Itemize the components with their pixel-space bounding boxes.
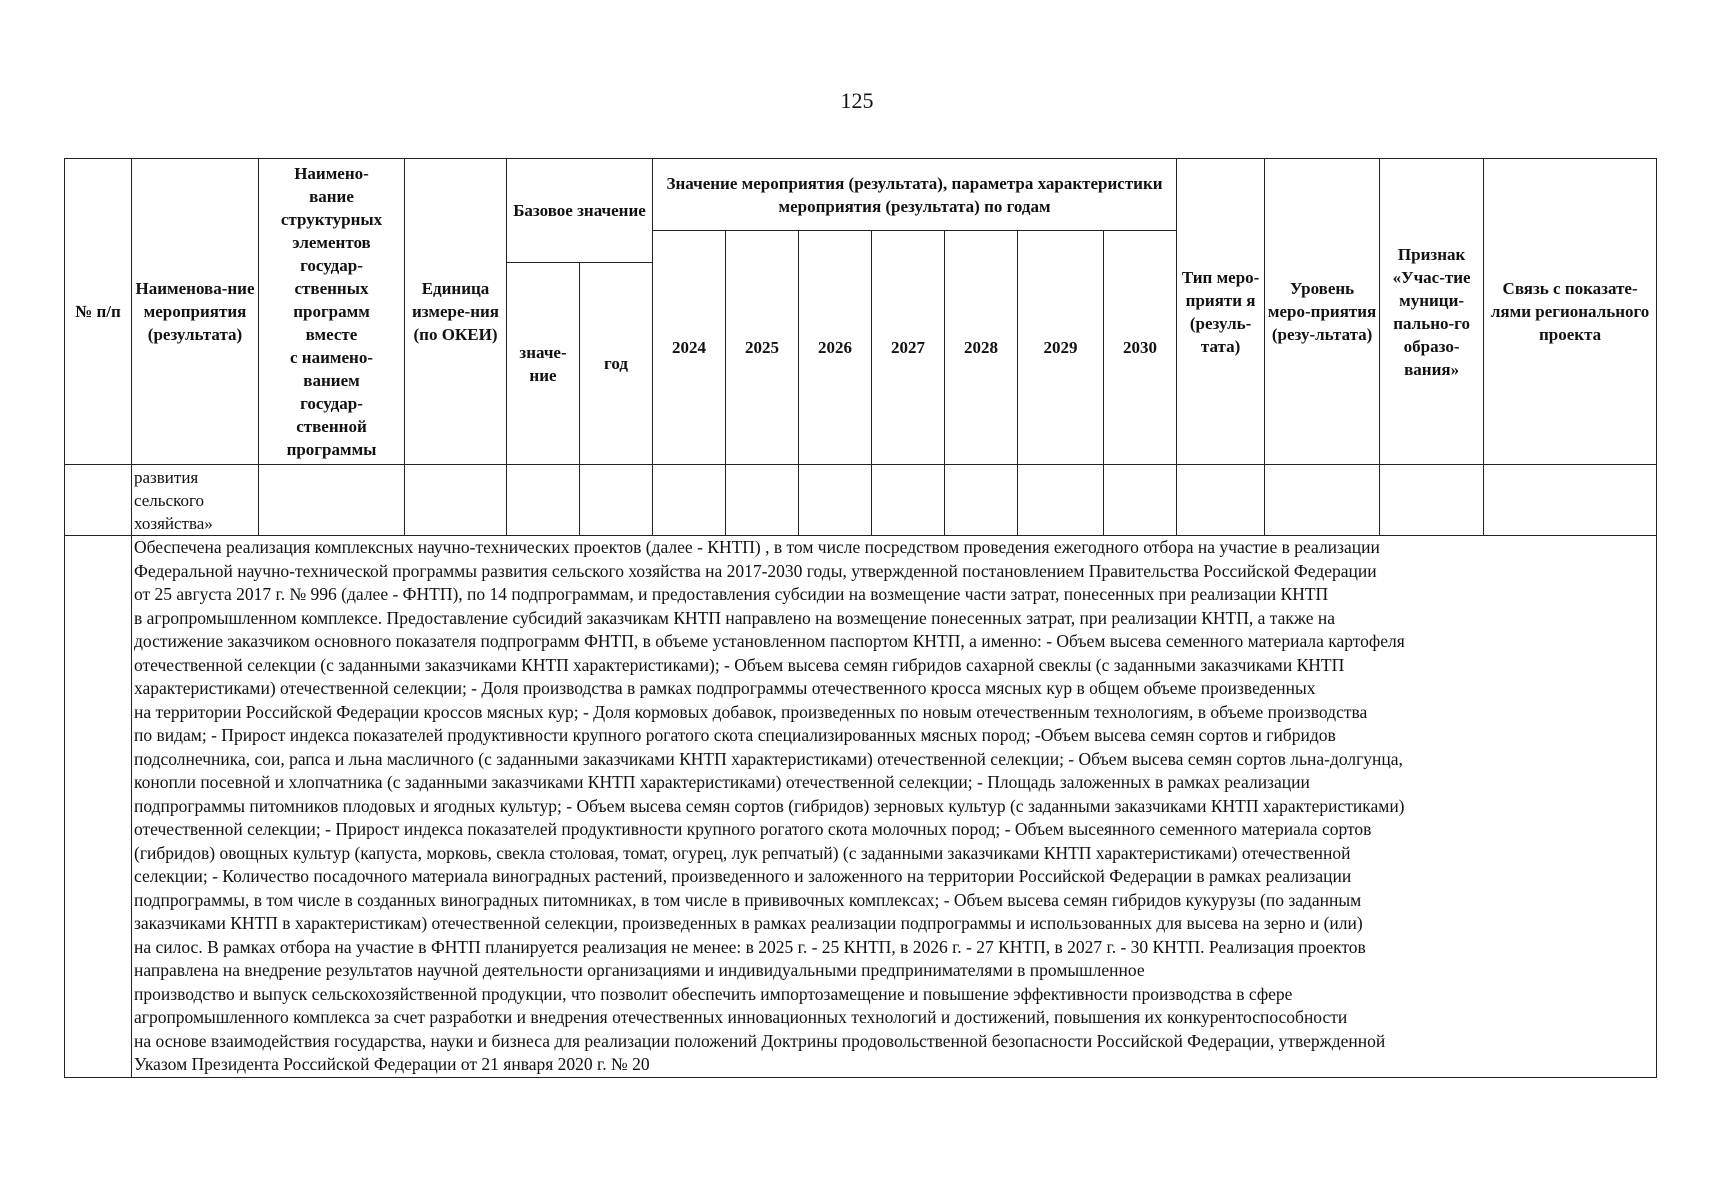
description-line: на территории Российской Федерации кроссов мясных кур; - Доля кормовых добавок, произведенных по новым отечественным технологиям, в объеме производства [134, 701, 1368, 722]
description-line: селекции; - Количество посадочного материала виноградных растений, произведенного и заложенного на территории Российской Федерации в рамках реализации [134, 866, 1352, 886]
header-structural-elements [259, 159, 405, 465]
description-line: от 25 августа 2017 г. № 996 (далее - ФНТП), по 14 подпрограммам, и предоставления субсидии на возмещение части затрат, понесенных при реализации КНТП [134, 584, 1329, 604]
header-year: 2027 [872, 231, 945, 465]
header-structural-line: элементов [292, 233, 371, 252]
header-municipal-participation: Признак «Учас-тие муници-пально-го образо-вания» [1380, 159, 1484, 465]
header-base-value: Базовое значение [507, 159, 653, 263]
continuation-row [65, 465, 1657, 536]
cell-empty [1177, 465, 1265, 536]
description-line: агропромышленного комплекса за счет разработки и внедрения отечественных инновационных технологий и достижений, повышения их конкурентоспособности [134, 1007, 1348, 1027]
description-line: Обеспечена реализация комплексных научно-технических проектов (далее - КНТП) , в том числе посредством проведения ежегодного отбора на участие в реализации [134, 537, 1380, 557]
description-line: (гибридов) овощных культур (капуста, морковь, свекла столовая, томат, огурец, лук репчатый) (с заданными заказчиками КНТП характеристиками) отечественной [134, 842, 1351, 863]
description-line: заказчиками КНТП в характеристикам) отечественной селекции, произведенных в рамках реализации подпрограммы и использованных для высева на зерно и (или) [134, 913, 1363, 933]
description-line: подсолнечника, сои, рапса и льна масличного (с заданными заказчиками КНТП характеристиками) отечественной селекции; - Объем высева семян сортов льна-долгунца, [134, 748, 1403, 769]
header-activity-level: Уровень меро-приятия (резу-льтата) [1265, 159, 1380, 465]
cell-empty [1104, 465, 1177, 536]
header-structural-line: ственной [296, 417, 367, 436]
cell-empty [799, 465, 872, 536]
cell-empty [1018, 465, 1104, 536]
description-line: Указом Президента Российской Федерации от 21 января 2020 г. № 20 [134, 1054, 650, 1074]
activity-name-line: развития [134, 467, 199, 487]
cell-empty [580, 465, 653, 536]
header-row-1 [65, 159, 1657, 231]
description-line: подпрограммы, в том числе в созданных виноградных питомниках, в том числе в прививочных комплексах; - Объем высева семян гибридов кукурузы (по заданным [134, 889, 1362, 910]
description-line: отечественной селекции (с заданными заказчиками КНТП характеристиками); - Объем высева семян гибридов сахарной свеклы (с заданными заказчиками КНТП [134, 654, 1345, 675]
cell-empty [65, 536, 132, 1078]
cell-empty [945, 465, 1018, 536]
description-line: по видам; - Прирост индекса показателей продуктивности крупного рогатого скота специализированных мясных пород; -Объем высева семян сортов и гибридов [134, 725, 1336, 745]
header-values-by-year: Значение мероприятия (результата), параметра характеристики мероприятия (результата) по годам [653, 159, 1177, 231]
cell-empty [1484, 465, 1657, 536]
cell-empty [259, 465, 405, 536]
header-regional-link: Связь с показате-лями регионального проекта [1484, 159, 1657, 465]
cell-empty [1380, 465, 1484, 536]
header-structural-line: с наимено- [290, 348, 373, 367]
description-line: производство и выпуск сельскохозяйственной продукции, что позволит обеспечить импортозамещение и повышение эффективности производства в сфере [134, 983, 1293, 1004]
description-line: на основе взаимодействия государства, науки и бизнеса для реализации положений Доктрины продовольственной безопасности Российской Федерации, утвержденной [134, 1030, 1386, 1051]
cell-empty [1265, 465, 1380, 536]
header-year: 2030 [1104, 231, 1177, 465]
cell-activity-name-continued [132, 465, 259, 536]
description-line: направлена на внедрение результатов научной деятельности организациями и индивидуальными предпринимателями в промышленное [134, 960, 1145, 980]
description-line: характеристиками) отечественной селекции; - Доля производства в рамках подпрограммы отечественного кросса мясных кур в общем объеме произведенных [134, 678, 1316, 698]
cell-empty [507, 465, 580, 536]
description-line: на силос. В рамках отбора на участие в ФНТП планируется реализация не менее: в 2025 г. - 25 КНТП, в 2026 г. - 27 КНТП, в 2027 г. - 30 КНТП. Реализация проектов [134, 936, 1366, 957]
header-year: 2024 [653, 231, 726, 465]
header-activity-name: Наименова-ние мероприятия (результата) [132, 159, 259, 465]
header-structural-line: ванием [303, 371, 360, 390]
description-line: конопли посевной и хлопчатника (с заданными заказчиками КНТП характеристиками) отечественной селекции; - Площадь заложенных в рамках реализации [134, 772, 1310, 792]
activity-name-line: сельского [134, 490, 205, 510]
cell-empty [726, 465, 799, 536]
header-structural-line: государ- [300, 256, 363, 275]
header-structural-line: вместе [305, 325, 358, 344]
header-year: 2028 [945, 231, 1018, 465]
header-year: 2026 [799, 231, 872, 465]
description-line: в агропромышленном комплексе. Предоставление субсидий заказчикам КНТП направлено на возмещение понесенных затрат, при реализации КНТП, а также на [134, 607, 1336, 628]
header-structural-line: программы [286, 440, 377, 459]
description-text [132, 536, 1657, 1078]
header-structural-line: программ [293, 302, 370, 321]
header-base-year: год [580, 263, 653, 465]
description-line: достижение заказчиком основного показателя подпрограмм ФНТП, в объеме установленном паспортом КНТП, а именно: - Объем высева семенного материала картофеля [134, 631, 1405, 651]
description-row [65, 536, 1657, 1078]
header-unit: Единица измере-ния (по ОКЕИ) [405, 159, 507, 465]
header-num: № п/п [65, 159, 132, 465]
cell-empty [653, 465, 726, 536]
header-year: 2025 [726, 231, 799, 465]
header-structural-line: вание [309, 187, 354, 206]
header-structural-line: структурных [280, 210, 383, 229]
description-line: отечественной селекции; - Прирост индекса показателей продуктивности крупного рогатого скота молочных пород; - Объем высеянного семенного материала сортов [134, 819, 1372, 839]
description-line: Федеральной научно-технической программы развития сельского хозяйства на 2017-2030 годы, утвержденной постановлением Правительства Российской Федерации [134, 560, 1377, 581]
activities-table [64, 158, 1657, 1078]
header-structural-line: Наимено- [294, 164, 369, 183]
header-year: 2029 [1018, 231, 1104, 465]
activity-name-line: хозяйства» [134, 513, 213, 533]
description-line: подпрограммы питомников плодовых и ягодных культур; - Объем высева семян сортов (гибридов) зерновых культур (с заданными заказчиками КНТП характеристиками) [134, 795, 1405, 816]
cell-empty [872, 465, 945, 536]
header-structural-line: государ- [300, 394, 363, 413]
header-base-value-number: значе-ние [507, 263, 580, 465]
header-structural-line: ственных [294, 279, 369, 298]
cell-empty [65, 465, 132, 536]
header-activity-type: Тип меро-прияти я (резуль-тата) [1177, 159, 1265, 465]
cell-empty [405, 465, 507, 536]
page-number: 125 [840, 88, 874, 113]
